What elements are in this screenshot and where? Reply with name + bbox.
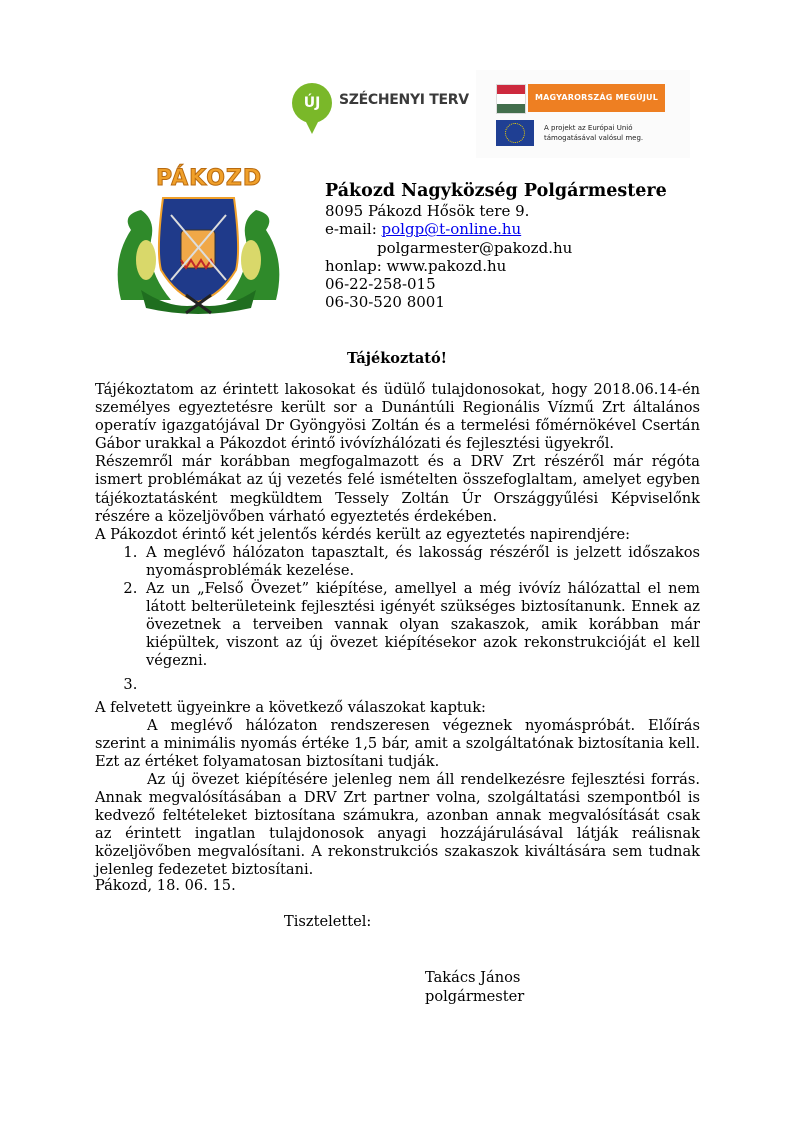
phone-mobile: 06-30-520 8001 xyxy=(325,293,445,312)
szechenyi-terv-logo xyxy=(289,80,469,136)
document-body xyxy=(95,381,700,879)
email-label: e-mail: xyxy=(325,220,382,239)
paragraph-answer-2: Az új övezet kiépítésére jelenleg nem áll rendelkezésre fejlesztési forrás. Annak megvalósításában a DRV Zrt partner volna, szolgáltatási szempontból is kedvező feltételeket biztosítana számukra, azonban annak megvalósítását csak az érintett ingatlan tulajdonosok anyagi hozzájárulásával látják reálisnak közeljövőben megvalósítani. A rekonstrukciós szakaszok kiváltására sem tudnak jelenleg fedezetet biztosítani. xyxy=(95,770,700,879)
eu-text xyxy=(544,123,643,143)
letterhead xyxy=(325,180,667,312)
magyarorszag-megujul-logo xyxy=(476,70,690,158)
email-secondary: polgarmester@pakozd.hu xyxy=(377,238,573,257)
paragraph-answer-1: A meglévő hálózaton rendszeresen végeznek nyomáspróbát. Előírás szerint a minimális nyomás értéke 1,5 bár, amit a szolgáltatónak biztosítania kell. Ezt az értéket folyamatosan biztosítani tudják. xyxy=(95,716,700,770)
pin-tail xyxy=(304,118,320,134)
agenda-item: 2. Az un „Felső Övezet” kiépítése, amellyel a még ivóvíz hálózattal el nem látott belterületeink fejlesztési igényét szükséges biztosítanunk. Ennek az övezetnek a terveiben vannak olyan szakaszok, amik korábban már kiépültek, viszont az új övezet kiépítésekor azok rekonstrukcióját el kell végezni. xyxy=(142,580,700,670)
logo-badge-text: ÚJ xyxy=(303,95,321,111)
paragraph-agenda-intro: A Pákozdot érintő két jelentős kérdés került az egyeztetés napirendjére: xyxy=(95,525,631,543)
eu-text-line2: támogatásával valósul meg. xyxy=(544,134,644,142)
paragraph-answers-intro: A felvetett ügyeinkre a következő válaszokat kaptuk: xyxy=(95,698,486,716)
email-row xyxy=(325,220,667,238)
eu-text-line1: A projekt az Európai Unió xyxy=(544,124,633,132)
sender-name: Pákozd Nagyközség Polgármestere xyxy=(325,181,667,201)
website: honlap: www.pakozd.hu xyxy=(325,256,507,275)
signature-block xyxy=(425,969,524,1006)
email-link-primary[interactable]: polgp@t-online.hu xyxy=(381,220,522,239)
phone-landline: 06-22-258-015 xyxy=(325,275,436,294)
agenda-item-empty xyxy=(142,671,700,699)
coat-of-arms-icon xyxy=(101,160,296,315)
signer-title: polgármester xyxy=(425,987,525,1005)
sender-address: 8095 Pákozd Hősök tere 9. xyxy=(325,202,530,220)
eu-flag-icon xyxy=(496,120,534,146)
paragraph-intro: Tájékoztatom az érintett lakosokat és üdülő tulajdonosokat, hogy 2018.06.14-én személyes egyeztetésre került sor a Dunántúli Regionális Vízmű Zrt általános operatív igazgatójával Dr Gyöngyösi Zoltán és a termelési főmérnökével Csertán Gábor urakkal a Pákozdot érintő ivóvízhálózati és fejlesztési ügyekről. xyxy=(95,381,700,453)
map-pin-icon xyxy=(292,83,332,123)
signer-name: Takács János xyxy=(425,969,521,986)
agenda-item: 1. A meglévő hálózaton tapasztalt, és lakosság részéről is jelzett időszakos nyomásproblémák kezelése. xyxy=(142,544,700,580)
coat-of-arms-logo xyxy=(101,160,296,315)
hungarian-flag-icon xyxy=(496,84,526,114)
closing-greeting: Tisztelettel: xyxy=(284,913,372,930)
logo-text: SZÉCHENYI TERV xyxy=(339,92,469,108)
banner-text: MAGYARORSZÁG MEGÚJUL xyxy=(528,84,665,112)
agenda-list xyxy=(95,544,700,699)
paragraph-summary: Részemről már korábban megfogalmazott és a DRV Zrt részéről már régóta ismert problémákat az új vezetés felé ismételten összefoglaltam, amelyet egyben tájékoztatásként megküldtem Tessely Zoltán Úr Országgyűlési Képviselőnk részére a közeljövőben várható egyeztetés érdekében. xyxy=(95,453,700,525)
document-date: Pákozd, 18. 06. 15. xyxy=(95,877,236,894)
document-title: Tájékoztató! xyxy=(346,350,448,367)
coat-of-arms-title: PÁKOZD xyxy=(156,166,263,191)
